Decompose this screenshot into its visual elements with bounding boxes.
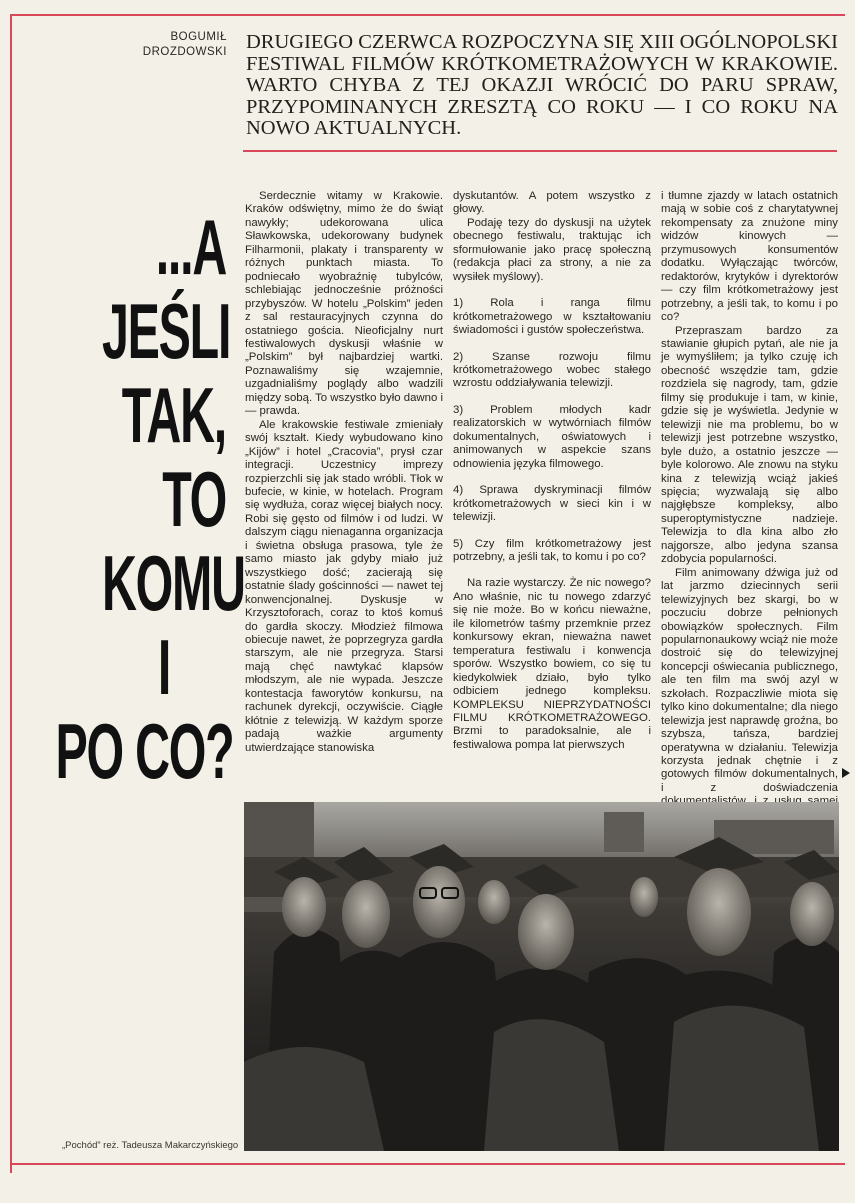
author-last-name: DROZDOWSKI — [142, 46, 227, 58]
title-line: I — [157, 623, 171, 711]
title-line: TAK, — [121, 371, 226, 459]
film-still-photo — [244, 802, 839, 1151]
lead-red-rule — [243, 150, 837, 152]
thesis-item: 1) Rola i ranga filmu krótkometrażowego w kształtowaniu świadomości i gustów społeczeństwa. — [453, 297, 651, 337]
text-column-1 — [245, 190, 443, 755]
author-first-name: BOGUMIŁ — [170, 31, 227, 43]
title-line: KOMU — [102, 539, 245, 627]
title-line: JEŚLI — [102, 287, 231, 375]
thesis-item: 5) Czy film krótkometrażowy jest potrzebny, a jeśli tak, to komu i po co? — [453, 537, 651, 563]
paragraph: dyskutantów. A potem wszystko z głowy. — [453, 190, 651, 216]
thesis-item: 3) Problem młodych kadr realizatorskich w wytwórniach filmów dokumentalnych, oświatowych i animowanych w aspekcie szans odnowienia języka filmowego. — [453, 403, 651, 470]
paragraph: Ale krakowskie festiwale zmieniały swój kształt. Kiedy wybudowano kino „Kijów” i hotel „Cracovia”, prysł czar integracji. Uczestnicy imprezy rozpierzchli się jak stado wróbli. Tłok w bufecie, w kinie, w hotelach. Program się wydłuża, coraz więcej białych nocy. Robi się gęsto od filmów i od ludzi. W dalszym ciągu nienaganna organizacja i świetna obsługa prasowa, tyle że samo miasto jak gdyby miało już wszystkiego dość; zacierają się ostatnie ślady gościnności — nawet tej konwencjonalnej. Dyskusje w Krzysztoforach, coraz to ktoś komuś do gardła skoczy. Młodzież filmowa obiecuje nawet, że poprzegryza gardła starszym, ale nie przegryza. Starsi mają chęć nawtykać klapsów młodszym, ale nie wypada. Jeszcze kontestacja faworytów konkursu, na rachunek dyrekcji, oczywiście. Ciągłe kłótnie z telewizją. W każdym sporze padają ważkie argumenty utwierdzające stanowiska — [245, 418, 443, 754]
lead-paragraph: DRUGIEGO CZERWCA ROZPOCZYNA SIĘ XIII OGÓLNOPOLSKI FESTIWAL FILMÓW KRÓTKOMETRAŻOWYCH W KRAKOWIE. WARTO CHYBA Z TEJ OKAZJI WRÓCIĆ DO PARU SPRAW, PRZYPOMINANYCH ZRESZTĄ CO ROKU — I CO ROKU NA NOWO AKTUALNYCH. — [246, 31, 838, 139]
bottom-red-rule — [10, 1163, 845, 1165]
title-line: ...A — [155, 203, 226, 291]
paragraph: Przepraszam bardzo za stawianie głupich pytań, ale nie ja je wymyśliłem; ja tylko czuję ich obecność wszędzie tam, gdzie rozdziela się nagrody, tam, gdzie filmy się produkuje i tam, w kinie, gdzie się je wyświetla. Jedynie w telewizji nie ma problemu, bo w telewizji jest potrzebne wszystko, byle dużo, a ostatnio jeszcze — byle kolorowo. Ale znowu na styku kina z telewizją wciąż jakieś spięcia; wyzwalają się albo najgłębsze kompleksy, albo superoptymistyczne nadzieje. Telewizja to dla kina albo zło najgorsze, albo jedyna szansa zdobycia popularności. — [661, 324, 838, 566]
photo-illustration — [244, 802, 839, 1151]
paragraph: Film animowany dźwiga już od lat jarzmo dziecinnych serii telewizyjnych bez skargi, bo w poczuciu dobrze pełnionych obowiązków społecznych. Film popularnonaukowy wciąż nie może dostroić się do telewizyjnej koncepcji oświecania publicznego, ale ten film ma swój azyl w szkołach. Rozpaczliwie miota się tylko kino dokumentalne; dla niego telewizja jest naprawdę groźna, bo szybsza, tańsza, bardziej operatywna w działaniu. Telewizja korzysta jednak chętnie i z gotowych filmów dokumentalnych, i z doświadczenia — [661, 566, 838, 794]
photo-caption: „Pochód” reż. Tadeusza Makarczyńskiego — [62, 1140, 239, 1151]
paragraph: Serdecznie witamy w Krakowie. Kraków odświętny, mimo że do świąt nawykły; udekorowana ulica Sławkowska, udekorowany budynek Filharmonii, plakaty i transparenty w różnych punktach miasta. To podniecało wyobraźnię tubylców, schlebiając jednocześnie próżności przybyszów. W hotelu „Polskim” jeden z sal restauracyjnych czynna do ostatniego gościa. Nieoficjalny nurt festiwalowych dyskusji właśnie w „Polskim” był najbardziej wartki. Poznawaliśmy się wzajemnie, uzgadnialiśmy poglądy albo wadzili między sobą. To wszystko było dawno i — prawda. — [245, 190, 443, 418]
thesis-item: 4) Sprawa dyskryminacji filmów krótkometrażowych w sieci kin i w telewizji. — [453, 484, 651, 524]
author-byline — [143, 30, 227, 60]
text-column-2 — [453, 190, 651, 752]
paragraph: Na razie wystarczy. Że nic nowego? Ano właśnie, nic tu nowego zdarzyć się nie może. Bo w końcu nieważne, ile kilometrów taśmy przemknie przez konkursowy ekran, nieważna nawet temperatura festiwalu i konwencja sporów. Wszystko bowiem, co się tu kiedykolwiek działo, było tylko odbiciem jednego kompleksu. KOMPLEKSU NIEPRZYDATNOŚCI FILMU KRÓTKOMETRAŻOWEGO. Brzmi to paradoksalnie, ale i festiwalowa pompa lat pierwszych — [453, 577, 651, 751]
title-line: TO — [162, 455, 226, 543]
paragraph: i tłumne zjazdy w latach ostatnich mają w sobie coś z charytatywnej rekompensaty za znużone miny widzów kinowych — przymusowych konsumentów dodatku. Wyłączając twórców, redaktorów, krytyków i dyrektorów — czy film krótkometrażowy jest potrzebny, a jeśli tak, to komu i po co? — [661, 190, 838, 324]
title-line: PO CO? — [55, 707, 234, 795]
left-red-rule — [10, 14, 12, 1173]
thesis-item: 2) Szanse rozwoju filmu krótkometrażowego wobec stałego wzrostu oddziaływania telewizji. — [453, 350, 651, 390]
text-column-3 — [661, 190, 838, 822]
article-title — [55, 203, 245, 795]
top-red-rule — [10, 14, 845, 16]
paragraph: Podaję tezy do dyskusji na użytek obecnego festiwalu, traktując ich sformułowanie jako pracę społeczną (redakcja płaci za strony, a nie za wysiłek myślowy). — [453, 216, 651, 283]
continued-arrow-icon — [842, 768, 850, 778]
